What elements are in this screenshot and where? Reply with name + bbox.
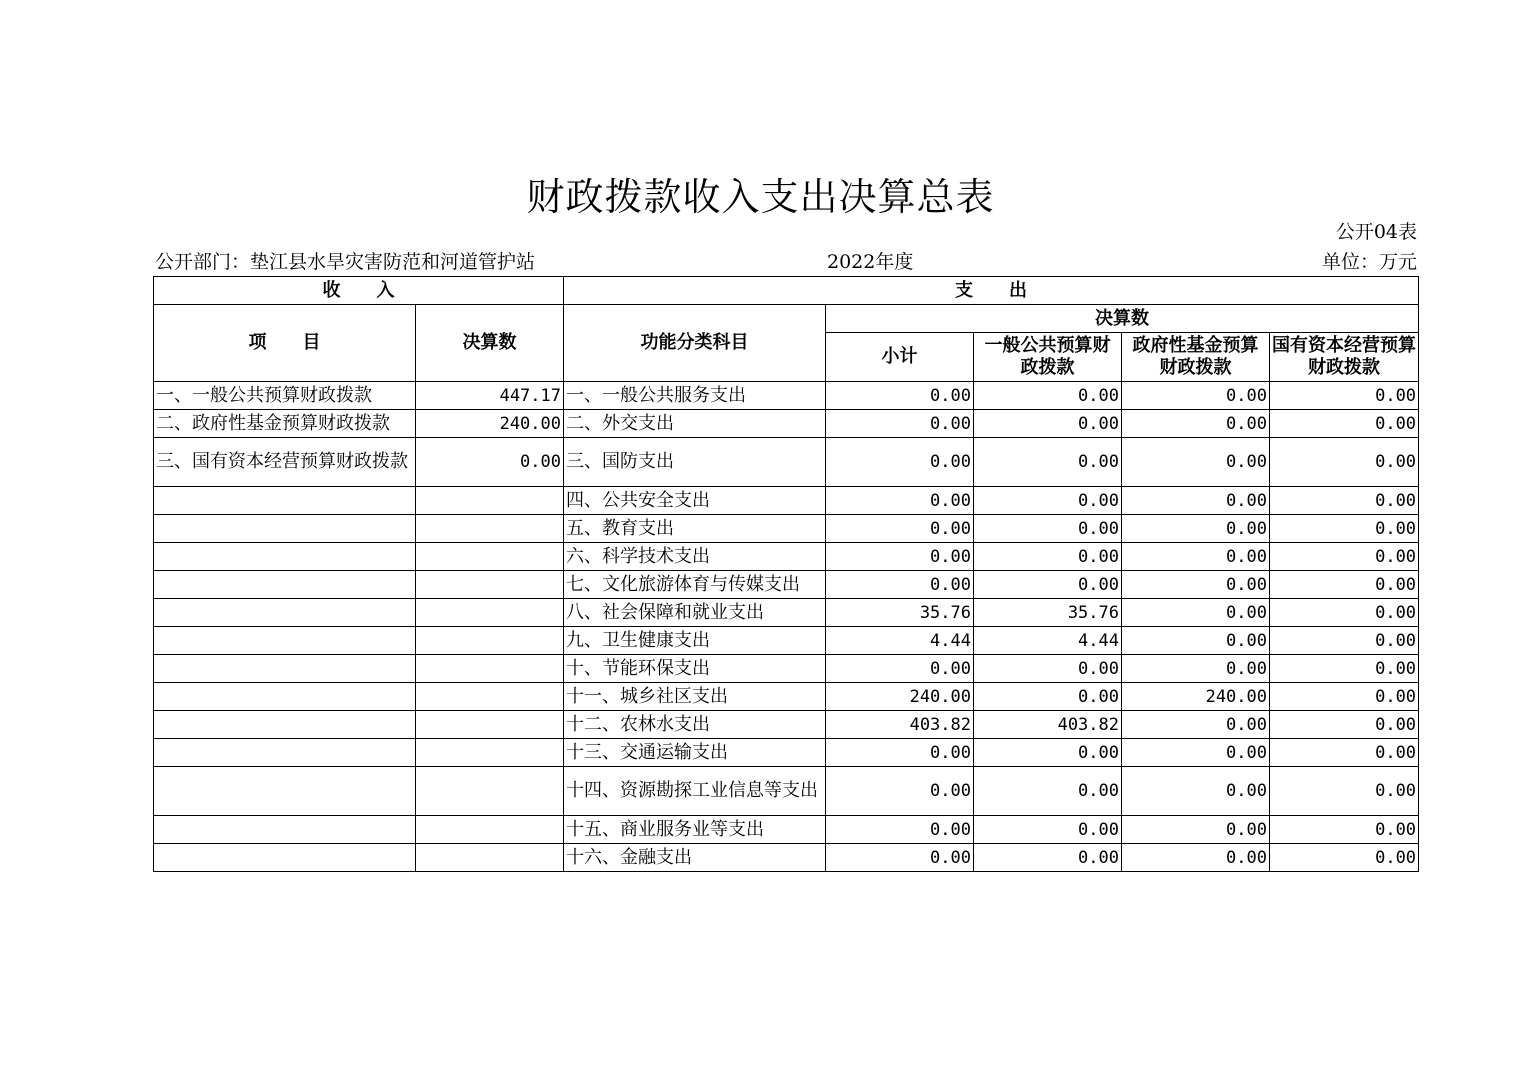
income-item-cell: 三、国有资本经营预算财政拨款	[154, 438, 416, 487]
state-capital-cell: 0.00	[1270, 382, 1419, 410]
table-number: 公开04表	[1335, 221, 1417, 243]
table-row	[154, 711, 1419, 739]
general-budget-cell: 403.82	[974, 711, 1122, 739]
income-item-cell	[154, 571, 416, 599]
expense-item-cell: 三、国防支出	[564, 438, 826, 487]
table-row	[154, 515, 1419, 543]
subtotal-cell: 0.00	[826, 543, 974, 571]
table-row	[154, 410, 1419, 438]
income-amount-cell	[416, 599, 564, 627]
income-item-cell	[154, 816, 416, 844]
gov-fund-cell: 0.00	[1122, 543, 1270, 571]
subtotal-cell: 0.00	[826, 382, 974, 410]
item-header: 项 目	[154, 305, 416, 382]
expense-item-cell: 五、教育支出	[564, 515, 826, 543]
income-item-cell	[154, 487, 416, 515]
expense-item-cell: 八、社会保障和就业支出	[564, 599, 826, 627]
general-budget-cell: 0.00	[974, 438, 1122, 487]
income-item-cell	[154, 655, 416, 683]
expense-item-cell: 十一、城乡社区支出	[564, 683, 826, 711]
income-header: 收 入	[154, 277, 564, 305]
income-item-cell	[154, 515, 416, 543]
income-item-cell	[154, 683, 416, 711]
subtotal-cell: 0.00	[826, 767, 974, 816]
general-budget-cell: 0.00	[974, 410, 1122, 438]
expense-item-cell: 四、公共安全支出	[564, 487, 826, 515]
income-amount-cell	[416, 655, 564, 683]
gov-fund-cell: 0.00	[1122, 487, 1270, 515]
gov-fund-cell: 0.00	[1122, 844, 1270, 872]
state-capital-cell: 0.00	[1270, 844, 1419, 872]
table-row	[154, 739, 1419, 767]
general-budget-cell: 0.00	[974, 515, 1122, 543]
final-amount-header: 决算数	[826, 305, 1419, 333]
general-budget-cell: 35.76	[974, 599, 1122, 627]
gov-fund-cell: 0.00	[1122, 382, 1270, 410]
state-capital-cell: 0.00	[1270, 655, 1419, 683]
income-amount-cell: 447.17	[416, 382, 564, 410]
income-amount-cell	[416, 627, 564, 655]
income-item-cell	[154, 767, 416, 816]
state-capital-cell: 0.00	[1270, 571, 1419, 599]
table-row	[154, 382, 1419, 410]
table-row	[154, 571, 1419, 599]
page-title: 财政拨款收入支出决算总表	[526, 175, 995, 219]
subtotal-cell: 0.00	[826, 438, 974, 487]
income-amount-cell	[416, 515, 564, 543]
state-capital-cell: 0.00	[1270, 487, 1419, 515]
state-capital-cell: 0.00	[1270, 816, 1419, 844]
subtotal-cell: 240.00	[826, 683, 974, 711]
state-capital-header: 国有资本经营预算财政拨款	[1270, 333, 1419, 382]
state-capital-cell: 0.00	[1270, 599, 1419, 627]
department-label: 公开部门：垫江县水旱灾害防范和河道管护站	[155, 251, 536, 273]
table-row	[154, 655, 1419, 683]
subtotal-cell: 0.00	[826, 739, 974, 767]
general-budget-cell: 0.00	[974, 683, 1122, 711]
subtotal-cell: 0.00	[826, 816, 974, 844]
income-item-cell	[154, 599, 416, 627]
gov-fund-cell: 0.00	[1122, 571, 1270, 599]
state-capital-cell: 0.00	[1270, 627, 1419, 655]
state-capital-cell: 0.00	[1270, 711, 1419, 739]
gov-fund-cell: 0.00	[1122, 816, 1270, 844]
expense-item-cell: 十四、资源勘探工业信息等支出	[564, 767, 826, 816]
subtotal-cell: 35.76	[826, 599, 974, 627]
general-budget-cell: 0.00	[974, 571, 1122, 599]
table-row	[154, 487, 1419, 515]
gov-fund-cell: 0.00	[1122, 438, 1270, 487]
general-budget-cell: 0.00	[974, 543, 1122, 571]
state-capital-cell: 0.00	[1270, 739, 1419, 767]
budget-table	[153, 276, 1419, 872]
state-capital-cell: 0.00	[1270, 767, 1419, 816]
expense-item-cell: 九、卫生健康支出	[564, 627, 826, 655]
income-item-cell: 一、一般公共预算财政拨款	[154, 382, 416, 410]
state-capital-cell: 0.00	[1270, 683, 1419, 711]
general-budget-header: 一般公共预算财政拨款	[974, 333, 1122, 382]
subtotal-header: 小计	[826, 333, 974, 382]
income-item-cell	[154, 627, 416, 655]
income-amount-cell	[416, 487, 564, 515]
gov-fund-cell: 0.00	[1122, 655, 1270, 683]
subtotal-cell: 0.00	[826, 487, 974, 515]
table-row	[154, 543, 1419, 571]
expense-item-cell: 十六、金融支出	[564, 844, 826, 872]
table-row	[154, 816, 1419, 844]
income-amount-cell: 240.00	[416, 410, 564, 438]
table-row	[154, 683, 1419, 711]
general-budget-cell: 0.00	[974, 655, 1122, 683]
table-row	[154, 599, 1419, 627]
gov-fund-cell: 0.00	[1122, 767, 1270, 816]
income-item-cell: 二、政府性基金预算财政拨款	[154, 410, 416, 438]
state-capital-cell: 0.00	[1270, 438, 1419, 487]
gov-fund-cell: 0.00	[1122, 515, 1270, 543]
expense-item-cell: 一、一般公共服务支出	[564, 382, 826, 410]
income-amount-cell	[416, 683, 564, 711]
subtotal-cell: 403.82	[826, 711, 974, 739]
gov-fund-cell: 0.00	[1122, 739, 1270, 767]
general-budget-cell: 4.44	[974, 627, 1122, 655]
general-budget-cell: 0.00	[974, 487, 1122, 515]
income-amount-cell	[416, 767, 564, 816]
subtotal-cell: 0.00	[826, 655, 974, 683]
income-amount-cell: 0.00	[416, 438, 564, 487]
header-row-2	[154, 305, 1419, 333]
table-row	[154, 767, 1419, 816]
income-item-cell	[154, 844, 416, 872]
expense-item-cell: 二、外交支出	[564, 410, 826, 438]
income-amount-cell	[416, 739, 564, 767]
expense-item-cell: 十、节能环保支出	[564, 655, 826, 683]
state-capital-cell: 0.00	[1270, 515, 1419, 543]
expense-item-cell: 六、科学技术支出	[564, 543, 826, 571]
income-amount-header: 决算数	[416, 305, 564, 382]
general-budget-cell: 0.00	[974, 767, 1122, 816]
income-item-cell	[154, 739, 416, 767]
income-item-cell	[154, 711, 416, 739]
general-budget-cell: 0.00	[974, 816, 1122, 844]
table-row	[154, 627, 1419, 655]
state-capital-cell: 0.00	[1270, 543, 1419, 571]
income-amount-cell	[416, 844, 564, 872]
expense-item-cell: 十三、交通运输支出	[564, 739, 826, 767]
unit-label: 单位：万元	[1321, 251, 1417, 273]
function-category-header: 功能分类科目	[564, 305, 826, 382]
header-row-1	[154, 277, 1419, 305]
income-amount-cell	[416, 571, 564, 599]
gov-fund-cell: 0.00	[1122, 711, 1270, 739]
income-amount-cell	[416, 543, 564, 571]
table-row	[154, 844, 1419, 872]
subtotal-cell: 0.00	[826, 515, 974, 543]
gov-fund-cell: 0.00	[1122, 627, 1270, 655]
income-amount-cell	[416, 816, 564, 844]
general-budget-cell: 0.00	[974, 382, 1122, 410]
gov-fund-cell: 240.00	[1122, 683, 1270, 711]
subtotal-cell: 0.00	[826, 844, 974, 872]
fiscal-year: 2022年度	[827, 251, 914, 273]
state-capital-cell: 0.00	[1270, 410, 1419, 438]
expense-item-cell: 十五、商业服务业等支出	[564, 816, 826, 844]
subtotal-cell: 4.44	[826, 627, 974, 655]
gov-fund-cell: 0.00	[1122, 599, 1270, 627]
expense-item-cell: 七、文化旅游体育与传媒支出	[564, 571, 826, 599]
subtotal-cell: 0.00	[826, 410, 974, 438]
income-amount-cell	[416, 711, 564, 739]
general-budget-cell: 0.00	[974, 844, 1122, 872]
expense-header: 支 出	[564, 277, 1419, 305]
general-budget-cell: 0.00	[974, 739, 1122, 767]
gov-fund-cell: 0.00	[1122, 410, 1270, 438]
subtotal-cell: 0.00	[826, 571, 974, 599]
gov-fund-header: 政府性基金预算财政拨款	[1122, 333, 1270, 382]
expense-item-cell: 十二、农林水支出	[564, 711, 826, 739]
income-item-cell	[154, 543, 416, 571]
table-row	[154, 438, 1419, 487]
